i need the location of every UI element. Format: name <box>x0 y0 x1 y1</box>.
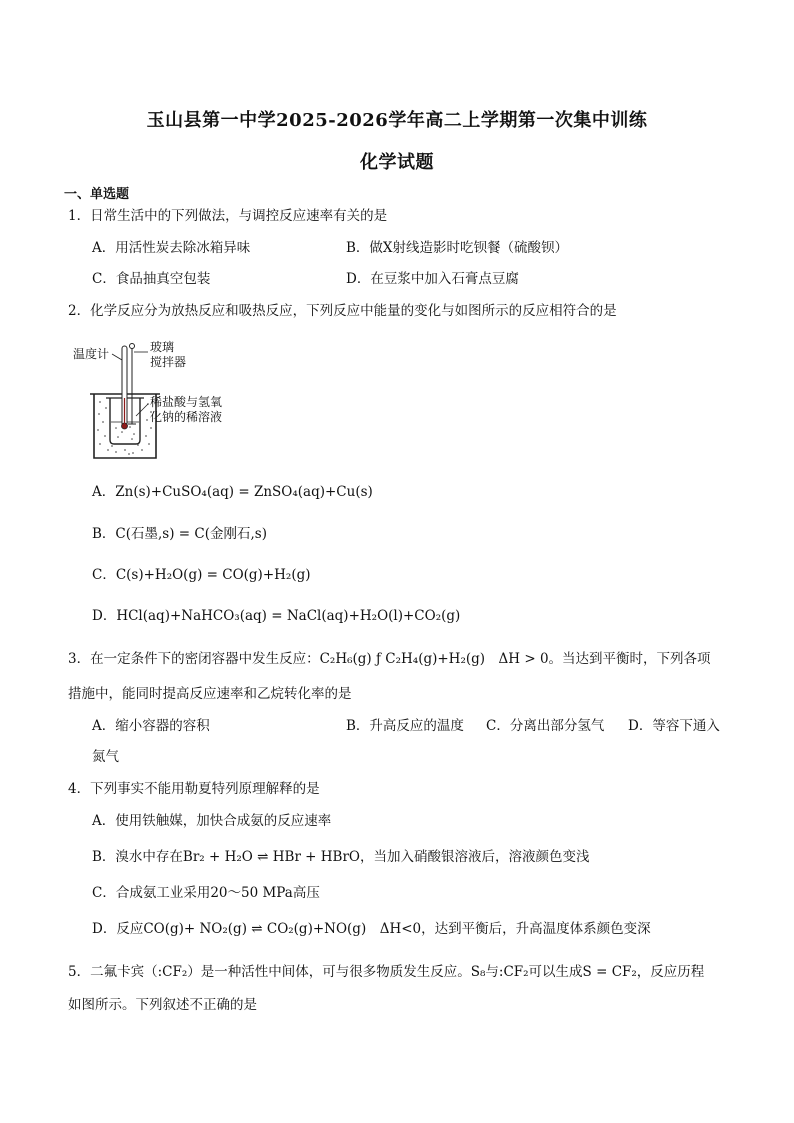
q1-option-b: B．做X射线造影时吃钡餐（硫酸钡） <box>346 240 569 256</box>
q2-option-c: C．C(s)+H₂O(g) = CO(g)+H₂(g) <box>92 567 311 583</box>
q1-option-d: D．在豆浆中加入石膏点豆腐 <box>346 271 519 287</box>
q4-option-d: D．反应CO(g)+ NO₂(g) ⇌ CO₂(g)+NO(g) ΔH<0，达到平衡后，升高温度体系颜色变深 <box>92 921 651 937</box>
q2-option-a: A．Zn(s)+CuSO₄(aq) = ZnSO₄(aq)+Cu(s) <box>92 484 373 500</box>
q2-option-b: B．C(石墨,s) = C(金刚石,s) <box>92 526 267 542</box>
q4-stem: 4．下列事实不能用勒夏特列原理解释的是 <box>68 781 320 797</box>
q3-stem-line2: 措施中，能同时提高反应速率和乙烷转化率的是 <box>68 686 352 702</box>
q2-option-d: D．HCl(aq)+NaHCO₃(aq) = NaCl(aq)+H₂O(l)+CO₂(g) <box>92 608 461 624</box>
q3-option-c: C．分离出部分氢气 <box>486 718 605 734</box>
calorimeter-figure <box>70 338 270 464</box>
q5-stem-line2: 如图所示。下列叙述不正确的是 <box>68 997 257 1013</box>
section-heading: 一、单选题 <box>64 187 130 202</box>
stirrer-label-line2: 搅拌器 <box>150 355 187 369</box>
q3-option-d-continued: 氮气 <box>92 749 119 765</box>
exam-title: 玉山县第一中学2025-2026学年高二上学期第一次集中训练 <box>146 110 648 131</box>
q5-stem-line1: 5．二氟卡宾（:CF₂）是一种活性中间体，可与很多物质发生反应。S₈与:CF₂可以生成S = CF₂，反应历程 <box>68 964 705 980</box>
solution-label-line1: 稀盐酸与氢氧 <box>150 395 223 409</box>
q3-option-b: B．升高反应的温度 <box>346 718 464 734</box>
q1-option-c: C．食品抽真空包装 <box>92 271 211 287</box>
q3-option-a: A．缩小容器的容积 <box>92 718 210 734</box>
q1-option-a: A．用活性炭去除冰箱异味 <box>92 240 251 256</box>
solution-label-line2: 化钠的稀溶液 <box>150 410 223 424</box>
q1-stem: 1．日常生活中的下列做法，与调控反应速率有关的是 <box>68 208 388 224</box>
q4-option-a: A．使用铁触媒，加快合成氨的反应速率 <box>92 813 332 829</box>
q3-stem-line1: 3．在一定条件下的密闭容器中发生反应：C₂H₆(g) ƒ C₂H₄(g)+H₂(g) ΔH > 0。当达到平衡时，下列各项 <box>68 651 711 667</box>
q2-stem: 2．化学反应分为放热反应和吸热反应，下列反应中能量的变化与如图所示的反应相符合的是 <box>68 303 617 319</box>
thermometer-label: 温度计 <box>73 347 110 361</box>
stirrer-label-line1: 玻璃 <box>150 340 175 354</box>
q4-option-c: C．合成氨工业采用20～50 MPa高压 <box>92 885 320 901</box>
q3-option-d: D．等容下通入 <box>628 718 720 734</box>
q4-option-b: B．溴水中存在Br₂ + H₂O ⇌ HBr + HBrO，当加入硝酸银溶液后，溶液颜色变浅 <box>92 849 590 865</box>
exam-subtitle: 化学试题 <box>360 152 434 173</box>
